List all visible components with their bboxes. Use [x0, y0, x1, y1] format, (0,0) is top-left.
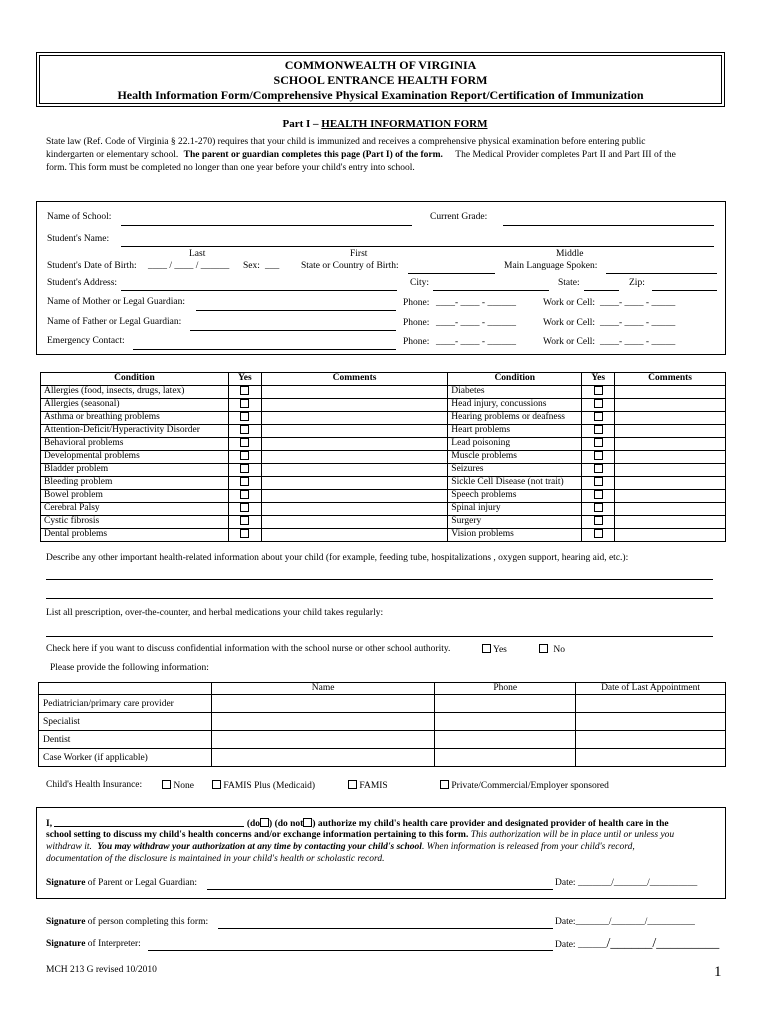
checkbox-icon[interactable] [240, 477, 249, 486]
checkbox-icon[interactable] [240, 386, 249, 395]
interpreter-signature-field[interactable] [148, 950, 553, 951]
condition-yes-cell[interactable] [228, 502, 261, 515]
col-condition-left: Condition [41, 373, 229, 386]
condition-label: Cystic fibrosis [41, 515, 229, 528]
page-number: 1 [714, 964, 722, 980]
checkbox-icon[interactable] [240, 516, 249, 525]
school-name-label: Name of School: [47, 212, 112, 222]
sex-field[interactable]: ___ [265, 261, 280, 271]
provider-name-cell[interactable] [211, 713, 434, 731]
provider-row [39, 713, 726, 731]
describe-label: Describe any other important health-related information about your child (for example, feeding tube, hospitalizations , oxygen support, hearing aid, etc.): [46, 553, 629, 563]
auth-name-field[interactable] [54, 826, 244, 827]
checkbox-icon[interactable] [240, 399, 249, 408]
describe-line-1[interactable] [46, 579, 713, 580]
checkbox-icon[interactable] [594, 412, 603, 421]
insurance-famis[interactable]: FAMIS [348, 780, 388, 791]
checkbox-icon[interactable] [482, 644, 491, 653]
confidential-label: Check here if you want to discuss confidential information with the school nurse or other school authority. [46, 644, 451, 654]
condition-comment-cell[interactable] [261, 398, 447, 411]
header-line-3: Health Information Form/Comprehensive Physical Examination Report/Certification of Immunization [117, 88, 644, 102]
condition-row [41, 502, 726, 515]
condition-comment-cell[interactable] [615, 411, 726, 424]
col-last-appointment: Date of Last Appointment [576, 683, 726, 695]
condition-comment-cell[interactable] [615, 528, 726, 541]
checkbox-icon[interactable] [594, 516, 603, 525]
checkbox-icon[interactable] [303, 818, 312, 827]
provider-phone-cell[interactable] [435, 731, 576, 749]
checkbox-icon[interactable] [594, 386, 603, 395]
condition-yes-cell[interactable] [228, 489, 261, 502]
condition-comment-cell[interactable] [261, 385, 447, 398]
col-yes-right: Yes [582, 373, 615, 386]
current-grade-label: Current Grade: [430, 212, 488, 222]
condition-comment-cell[interactable] [261, 489, 447, 502]
checkbox-icon[interactable] [162, 780, 171, 789]
completer-signature-field[interactable] [218, 928, 553, 929]
checkbox-icon[interactable] [260, 818, 269, 827]
checkbox-icon[interactable] [539, 644, 548, 653]
insurance-famis-plus[interactable]: FAMIS Plus (Medicaid) [212, 780, 315, 791]
checkbox-icon[interactable] [240, 529, 249, 538]
insurance-private[interactable]: Private/Commercial/Employer sponsored [440, 780, 609, 791]
checkbox-icon[interactable] [594, 399, 603, 408]
auth-line-1: I, (do ) (do not ) authorize my child's health care provider and designated provider of health care in the [46, 819, 669, 829]
mother-work-label: Work or Cell: [543, 298, 596, 308]
checkbox-icon[interactable] [440, 780, 449, 789]
col-comments-left: Comments [261, 373, 447, 386]
emergency-label: Emergency Contact: [47, 336, 125, 346]
condition-comment-cell[interactable] [615, 489, 726, 502]
provider-type: Case Worker (if applicable) [39, 749, 212, 767]
form-header [36, 52, 725, 107]
checkbox-icon[interactable] [240, 503, 249, 512]
provider-date-cell[interactable] [576, 749, 726, 767]
condition-comment-cell[interactable] [261, 450, 447, 463]
condition-label: Diabetes [448, 385, 582, 398]
condition-comment-cell[interactable] [615, 398, 726, 411]
condition-comment-cell[interactable] [261, 411, 447, 424]
condition-yes-cell[interactable] [228, 424, 261, 437]
checkbox-icon[interactable] [212, 780, 221, 789]
condition-label: Heart problems [448, 424, 582, 437]
parent-date[interactable]: Date: _______/_______/__________ [555, 878, 698, 888]
condition-comment-cell[interactable] [261, 528, 447, 541]
condition-yes-cell[interactable] [228, 385, 261, 398]
provider-type: Specialist [39, 713, 212, 731]
completer-date[interactable]: Date:_______/_______/__________ [555, 917, 695, 927]
condition-row [41, 528, 726, 541]
conditions-table [40, 372, 726, 542]
col-name: Name [211, 683, 434, 695]
condition-yes-cell[interactable] [582, 515, 615, 528]
condition-row [41, 476, 726, 489]
provider-type: Dentist [39, 731, 212, 749]
father-field[interactable] [190, 330, 396, 331]
condition-yes-cell[interactable] [582, 489, 615, 502]
provider-name-cell[interactable] [211, 731, 434, 749]
provider-date-cell[interactable] [576, 731, 726, 749]
intro-line-2: kindergarten or elementary school. The parent or guardian completes this page (Part I) of the form. The Medical Provider completes Part II and Part III of the [46, 150, 676, 160]
father-work-field[interactable]: ____- ____ - _____ [600, 318, 676, 328]
provider-name-cell[interactable] [211, 749, 434, 767]
mother-field[interactable] [196, 310, 396, 311]
condition-row [41, 398, 726, 411]
condition-label: Sickle Cell Disease (not trait) [448, 476, 582, 489]
col-yes-left: Yes [228, 373, 261, 386]
state-birth-label: State or Country of Birth: [301, 261, 399, 271]
school-name-field[interactable] [121, 225, 412, 226]
mother-label: Name of Mother or Legal Guardian: [47, 297, 185, 307]
condition-row [41, 385, 726, 398]
condition-comment-cell[interactable] [615, 463, 726, 476]
condition-label: Asthma or breathing problems [41, 411, 229, 424]
condition-label: Cerebral Palsy [41, 502, 229, 515]
condition-comment-cell[interactable] [261, 437, 447, 450]
emergency-phone-field[interactable]: ____- ____ - ______ [436, 337, 516, 347]
state-label: State: [558, 278, 580, 288]
condition-label: Bowel problem [41, 489, 229, 502]
condition-label: Attention-Deficit/Hyperactivity Disorder [41, 424, 229, 437]
condition-row [41, 515, 726, 528]
condition-label: Hearing problems or deafness [448, 411, 582, 424]
medications-line[interactable] [46, 636, 713, 637]
student-name-label: Student's Name: [47, 234, 110, 244]
checkbox-icon[interactable] [240, 412, 249, 421]
address-label: Student's Address: [47, 278, 118, 288]
condition-comment-cell[interactable] [615, 502, 726, 515]
condition-yes-cell[interactable] [582, 502, 615, 515]
parent-signature-label: Signature of Parent or Legal Guardian: [46, 878, 198, 888]
condition-yes-cell[interactable] [582, 476, 615, 489]
last-name-caption: Last [189, 249, 206, 259]
mother-phone-label: Phone: [403, 298, 430, 308]
confidential-no[interactable]: No [539, 644, 565, 655]
auth-line-4: documentation of the disclosure is maintained in your child's health or scholastic record. [46, 854, 385, 864]
provider-type: Pediatrician/primary care provider [39, 695, 212, 713]
condition-yes-cell[interactable] [228, 450, 261, 463]
checkbox-icon[interactable] [594, 477, 603, 486]
condition-comment-cell[interactable] [261, 502, 447, 515]
condition-label: Head injury, concussions [448, 398, 582, 411]
checkbox-icon[interactable] [594, 438, 603, 447]
col-condition-right: Condition [448, 373, 582, 386]
checkbox-icon[interactable] [240, 425, 249, 434]
first-name-caption: First [350, 249, 368, 259]
condition-row [41, 411, 726, 424]
current-grade-field[interactable] [503, 225, 714, 226]
condition-comment-cell[interactable] [261, 463, 447, 476]
condition-yes-cell[interactable] [228, 398, 261, 411]
col-phone: Phone [435, 683, 576, 695]
condition-label: Developmental problems [41, 450, 229, 463]
mother-work-field[interactable]: ____- ____ - _____ [600, 298, 676, 308]
condition-label: Bleeding problem [41, 476, 229, 489]
header-line-2: SCHOOL ENTRANCE HEALTH FORM [273, 73, 488, 87]
condition-label: Speech problems [448, 489, 582, 502]
provider-name-cell[interactable] [211, 695, 434, 713]
condition-yes-cell[interactable] [228, 437, 261, 450]
dob-label: Student's Date of Birth: [47, 261, 137, 271]
condition-label: Bladder problem [41, 463, 229, 476]
city-label: City: [410, 278, 430, 288]
condition-label: Lead poisoning [448, 437, 582, 450]
header-line-1: COMMONWEALTH OF VIRGINIA [284, 58, 477, 72]
checkbox-icon[interactable] [240, 451, 249, 460]
checkbox-icon[interactable] [240, 490, 249, 499]
condition-yes-cell[interactable] [228, 476, 261, 489]
condition-comment-cell[interactable] [615, 450, 726, 463]
medications-label: List all prescription, over-the-counter, and herbal medications your child takes regularly: [46, 608, 384, 618]
checkbox-icon[interactable] [594, 451, 603, 460]
condition-yes-cell[interactable] [582, 398, 615, 411]
provider-phone-cell[interactable] [435, 695, 576, 713]
state-field[interactable] [584, 290, 619, 291]
interpreter-signature-label: Signature of Interpreter: [46, 939, 141, 949]
describe-line-2[interactable] [46, 598, 713, 599]
condition-yes-cell[interactable] [582, 528, 615, 541]
checkbox-icon[interactable] [240, 438, 249, 447]
provider-row [39, 749, 726, 767]
checkbox-icon[interactable] [348, 780, 357, 789]
condition-comment-cell[interactable] [615, 424, 726, 437]
intro-line-3: form. This form must be completed no longer than one year before your child's entry into school. [46, 163, 415, 173]
confidential-yes[interactable]: Yes [482, 644, 507, 655]
condition-label: Allergies (food, insects, drugs, latex) [41, 385, 229, 398]
condition-comment-cell[interactable] [615, 515, 726, 528]
providers-table [38, 682, 726, 767]
checkbox-icon[interactable] [594, 425, 603, 434]
condition-yes-cell[interactable] [582, 424, 615, 437]
condition-comment-cell[interactable] [615, 476, 726, 489]
condition-label: Dental problems [41, 528, 229, 541]
sex-label: Sex: [243, 261, 260, 271]
condition-label: Allergies (seasonal) [41, 398, 229, 411]
condition-label: Spinal injury [448, 502, 582, 515]
condition-comment-cell[interactable] [261, 424, 447, 437]
completer-signature-label: Signature of person completing this form: [46, 917, 209, 927]
condition-yes-cell[interactable] [582, 437, 615, 450]
father-label: Name of Father or Legal Guardian: [47, 317, 182, 327]
col-provider [39, 683, 212, 695]
insurance-label: Child's Health Insurance: [46, 780, 143, 790]
emergency-field[interactable] [133, 349, 396, 350]
language-field[interactable] [606, 273, 717, 274]
checkbox-icon[interactable] [594, 464, 603, 473]
checkbox-icon[interactable] [240, 464, 249, 473]
condition-yes-cell[interactable] [582, 411, 615, 424]
dob-field[interactable]: ____ / ____ / ______ [148, 261, 230, 271]
city-field[interactable] [433, 290, 549, 291]
condition-row [41, 450, 726, 463]
insurance-none[interactable]: None [162, 780, 194, 791]
provider-phone-cell[interactable] [435, 713, 576, 731]
middle-name-caption: Middle [556, 249, 584, 259]
form-id: MCH 213 G revised 10/2010 [46, 965, 157, 975]
auth-line-3: withdraw it. You may withdraw your authorization at any time by contacting your child's school. When information is released from your child's record, [46, 842, 635, 852]
part1-title: Part I – HEALTH INFORMATION FORM [282, 118, 488, 130]
condition-comment-cell[interactable] [615, 385, 726, 398]
language-label: Main Language Spoken: [504, 261, 598, 271]
provider-row [39, 731, 726, 749]
checkbox-icon[interactable] [594, 490, 603, 499]
condition-row [41, 463, 726, 476]
emergency-work-label: Work or Cell: [543, 337, 596, 347]
emergency-phone-label: Phone: [403, 337, 430, 347]
emergency-work-field[interactable]: ____- ____ - _____ [600, 337, 676, 347]
parent-signature-field[interactable] [207, 889, 553, 890]
condition-comment-cell[interactable] [261, 476, 447, 489]
condition-label: Surgery [448, 515, 582, 528]
condition-row [41, 424, 726, 437]
mother-phone-field[interactable]: ____- ____ - ______ [436, 298, 516, 308]
checkbox-icon[interactable] [594, 529, 603, 538]
provider-row [39, 695, 726, 713]
condition-comment-cell[interactable] [615, 437, 726, 450]
address-field[interactable] [121, 290, 397, 291]
condition-yes-cell[interactable] [582, 463, 615, 476]
condition-yes-cell[interactable] [228, 463, 261, 476]
state-birth-field[interactable] [408, 273, 495, 274]
student-name-field[interactable] [121, 246, 714, 247]
condition-label: Seizures [448, 463, 582, 476]
provide-label: Please provide the following information: [50, 663, 209, 673]
father-phone-field[interactable]: ____- ____ - ______ [436, 318, 516, 328]
interpreter-date[interactable]: Date: ______/______/_________ [555, 936, 720, 951]
condition-yes-cell[interactable] [582, 450, 615, 463]
condition-label: Vision problems [448, 528, 582, 541]
condition-row [41, 489, 726, 502]
condition-yes-cell[interactable] [228, 411, 261, 424]
provider-date-cell[interactable] [576, 695, 726, 713]
provider-date-cell[interactable] [576, 713, 726, 731]
checkbox-icon[interactable] [594, 503, 603, 512]
zip-label: Zip: [629, 278, 645, 288]
condition-row [41, 437, 726, 450]
father-work-label: Work or Cell: [543, 318, 596, 328]
condition-yes-cell[interactable] [582, 385, 615, 398]
condition-label: Muscle problems [448, 450, 582, 463]
provider-phone-cell[interactable] [435, 749, 576, 767]
zip-field[interactable] [652, 290, 717, 291]
condition-yes-cell[interactable] [228, 515, 261, 528]
condition-label: Behavioral problems [41, 437, 229, 450]
col-comments-right: Comments [615, 373, 726, 386]
auth-line-2: school setting to discuss my child's health concerns and/or exchange information pertaining to this form. This authorization will be in place until or unless you [46, 830, 675, 840]
condition-yes-cell[interactable] [228, 528, 261, 541]
intro-line-1: State law (Ref. Code of Virginia § 22.1-270) requires that your child is immunized and receives a comprehensive physical examination before entering public [46, 137, 646, 147]
father-phone-label: Phone: [403, 318, 430, 328]
condition-comment-cell[interactable] [261, 515, 447, 528]
